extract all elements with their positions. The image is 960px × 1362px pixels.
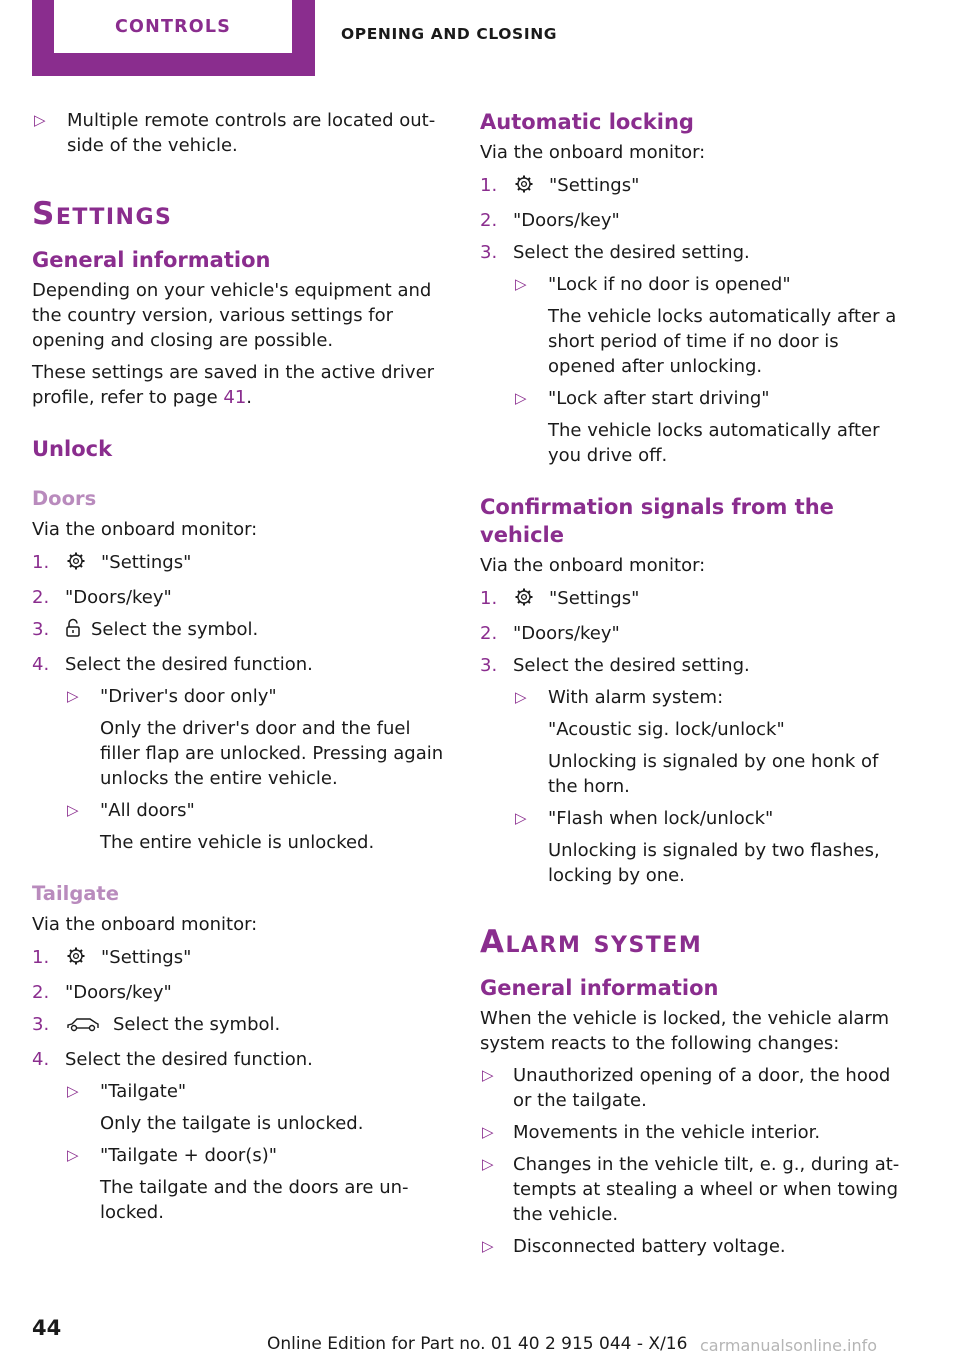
- bullet-text: Changes in the vehicle tilt, e. g., during attempts at stealing a wheel or when towing the vehicle.: [513, 1154, 900, 1225]
- settings-heading: Settings: [32, 196, 173, 232]
- step-text: "Settings": [101, 552, 192, 573]
- page-reference-link[interactable]: 41: [223, 387, 247, 408]
- option-label: "Driver's door only": [100, 686, 277, 707]
- list-item: [32, 652, 447, 855]
- tailgate-via: Via the onboard monitor:: [32, 914, 258, 935]
- bullet-triangle-icon: ▷: [67, 801, 79, 819]
- option-description: The vehicle locks automatically after a short period of time if no door is opened after unlocking.: [548, 306, 897, 377]
- unlock-heading: Unlock: [32, 437, 113, 461]
- list-item: [480, 208, 900, 233]
- list-item: [32, 617, 447, 645]
- confirmation-via: Via the onboard monitor:: [480, 555, 706, 576]
- step-number: 3.: [480, 242, 498, 263]
- chapter-tab-label: CONTROLS: [114, 16, 231, 37]
- step-text: Select the symbol.: [113, 1014, 281, 1035]
- option-label: "Tailgate + door(s)": [100, 1145, 277, 1166]
- option-label: "Flash when lock/unlock": [548, 808, 774, 829]
- option-label: "Tailgate": [100, 1081, 187, 1102]
- bullet-triangle-icon: ▷: [67, 1146, 79, 1164]
- list-item: [32, 585, 447, 610]
- settings-gear-icon: [65, 551, 87, 578]
- list-item: [480, 621, 900, 646]
- step-text: "Doors/key": [513, 623, 620, 644]
- bullet-text: Multiple remote controls are located outside of the vehicle.: [67, 110, 436, 156]
- list-item: [32, 980, 447, 1005]
- chapter-tab-inner: [54, 0, 292, 53]
- step-number: 2.: [480, 210, 498, 231]
- list-item: [513, 685, 900, 799]
- step-number: 2.: [480, 623, 498, 644]
- auto-lock-steps: [480, 173, 900, 468]
- step-number: 3.: [480, 655, 498, 676]
- step-number: 1.: [32, 947, 50, 968]
- list-item: [480, 653, 900, 888]
- list-item: [65, 1079, 447, 1136]
- doors-heading: Doors: [32, 487, 97, 510]
- doors-via: Via the onboard monitor:: [32, 519, 258, 540]
- list-item: [513, 386, 900, 468]
- reference-end: .: [246, 387, 253, 408]
- option-description: The tailgate and the doors are unlocked.: [100, 1177, 409, 1223]
- alarm-general-info-heading: General information: [480, 976, 719, 1000]
- step-number: 1.: [480, 175, 498, 196]
- right-column: [480, 108, 900, 1266]
- step-text: Select the desired function.: [65, 1049, 313, 1070]
- watermark: carmanualsonline.info: [700, 1336, 878, 1355]
- step-text: "Settings": [549, 175, 640, 196]
- step-text: Select the desired setting.: [513, 655, 750, 676]
- step-text: "Doors/key": [65, 587, 172, 608]
- bullet-triangle-icon: ▷: [482, 1155, 494, 1173]
- step-text: Select the desired setting.: [513, 242, 750, 263]
- list-item: [480, 1234, 900, 1259]
- section-label: OPENING AND CLOSING: [341, 25, 558, 43]
- list-item: [32, 945, 447, 973]
- list-item: [513, 806, 900, 888]
- bullet-triangle-icon: ▷: [67, 1082, 79, 1100]
- reference-text: These settings are saved in the active driver profile, refer to page: [32, 362, 435, 408]
- list-item: [480, 1152, 900, 1227]
- list-item: [65, 1143, 447, 1225]
- option-label: "Lock if no door is opened": [548, 274, 791, 295]
- alarm-intro: When the vehicle is locked, the vehicle alarm system reacts to the following changes:: [480, 1008, 890, 1054]
- general-info-reference: [32, 360, 447, 410]
- step-number: 4.: [32, 1049, 50, 1070]
- option-label: With alarm system:: [548, 687, 724, 708]
- list-item: [480, 173, 900, 201]
- list-item: [480, 586, 900, 614]
- option-description: Unlocking is signaled by two flashes, locking by one.: [548, 840, 880, 886]
- step-number: 3.: [32, 1014, 50, 1035]
- bullet-text: Unauthorized opening of a door, the hood or the tailgate.: [513, 1065, 891, 1111]
- alarm-bullets: [480, 1063, 900, 1259]
- tailgate-heading: Tailgate: [32, 882, 119, 905]
- intro-bullets: [32, 108, 447, 158]
- bullet-text: Movements in the vehicle interior.: [513, 1122, 821, 1143]
- doors-steps: [32, 550, 447, 855]
- bullet-triangle-icon: ▷: [515, 688, 527, 706]
- page-number: 44: [32, 1316, 62, 1340]
- list-item: [480, 240, 900, 468]
- car-tailgate-icon: [65, 1015, 101, 1040]
- edition-footer: Online Edition for Part no. 01 40 2 915 044 - X/16: [267, 1334, 688, 1354]
- step-number: 1.: [480, 588, 498, 609]
- list-item: [32, 550, 447, 578]
- step-number: 4.: [32, 654, 50, 675]
- step-text: Select the desired function.: [65, 654, 313, 675]
- bullet-triangle-icon: ▷: [482, 1066, 494, 1084]
- list-item: [65, 684, 447, 791]
- option-label: "Lock after start driving": [548, 388, 770, 409]
- confirmation-options: [513, 685, 900, 888]
- option-description: Only the driver's door and the fuel filler flap are unlocked. Pressing again unlocks the entire vehicle.: [100, 718, 444, 789]
- bullet-triangle-icon: ▷: [482, 1123, 494, 1141]
- option-label: "All doors": [100, 800, 195, 821]
- bullet-triangle-icon: ▷: [67, 687, 79, 705]
- step-text: Select the symbol.: [91, 619, 259, 640]
- left-column: [32, 108, 447, 1232]
- step-number: 1.: [32, 552, 50, 573]
- list-item: [513, 272, 900, 379]
- step-number: 2.: [32, 587, 50, 608]
- bullet-triangle-icon: ▷: [515, 275, 527, 293]
- general-info-paragraph: Depending on your vehicle's equipment and the country version, various settings for opening and closing are possible.: [32, 280, 432, 351]
- step-text: "Settings": [549, 588, 640, 609]
- bullet-triangle-icon: ▷: [515, 389, 527, 407]
- bullet-triangle-icon: ▷: [482, 1237, 494, 1255]
- tailgate-options: [65, 1079, 447, 1225]
- alarm-system-heading: Alarm system: [480, 924, 703, 960]
- settings-gear-icon: [65, 946, 87, 973]
- auto-lock-via: Via the onboard monitor:: [480, 142, 706, 163]
- bullet-triangle-icon: ▷: [34, 111, 46, 129]
- step-number: 3.: [32, 619, 50, 640]
- list-item: [65, 798, 447, 855]
- step-text: "Doors/key": [513, 210, 620, 231]
- option-setting-name: "Acoustic sig. lock/unlock": [548, 719, 785, 740]
- tailgate-steps: [32, 945, 447, 1225]
- confirmation-steps: [480, 586, 900, 888]
- general-info-heading: General information: [32, 248, 271, 272]
- bullet-triangle-icon: ▷: [515, 809, 527, 827]
- option-description: Only the tailgate is unlocked.: [100, 1113, 364, 1134]
- unlock-padlock-icon: [65, 618, 81, 645]
- step-number: 2.: [32, 982, 50, 1003]
- chapter-tab: [32, 0, 315, 76]
- list-item: [32, 108, 447, 158]
- settings-gear-icon: [513, 174, 535, 201]
- list-item: [32, 1047, 447, 1225]
- step-text: "Doors/key": [65, 982, 172, 1003]
- step-text: "Settings": [101, 947, 192, 968]
- settings-gear-icon: [513, 587, 535, 614]
- option-description: The entire vehicle is unlocked.: [100, 832, 375, 853]
- list-item: [480, 1063, 900, 1113]
- auto-lock-options: [513, 272, 900, 468]
- confirmation-heading: Confirmation signals from the vehicle: [480, 495, 834, 547]
- bullet-text: Disconnected battery voltage.: [513, 1236, 786, 1257]
- list-item: [480, 1120, 900, 1145]
- option-description: Unlocking is signaled by one honk of the horn.: [548, 751, 879, 797]
- auto-lock-heading: Automatic locking: [480, 110, 694, 134]
- doors-options: [65, 684, 447, 855]
- list-item: [32, 1012, 447, 1040]
- option-description: The vehicle locks automatically after you drive off.: [548, 420, 880, 466]
